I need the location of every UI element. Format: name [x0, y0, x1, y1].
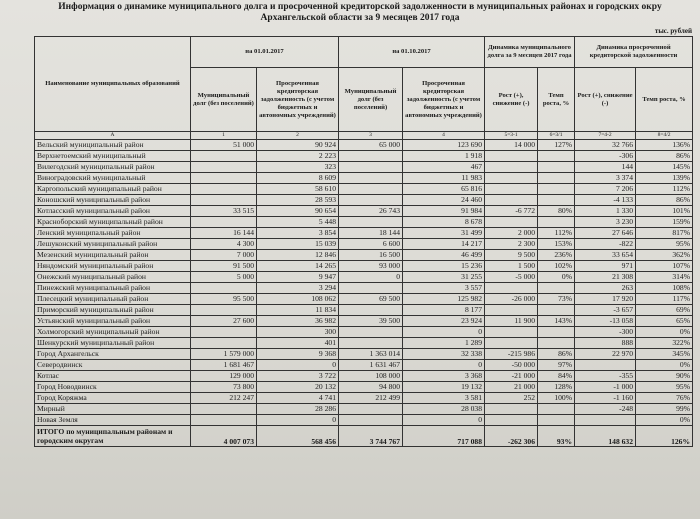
column-index: 5=3-1 [485, 132, 538, 140]
table-row [35, 327, 693, 338]
value-cell: -215 986 [485, 349, 538, 360]
column-index: 6=3/1 [538, 132, 575, 140]
header-overdue-2: Просроченная кредиторская задолженность (с учетом бюджетных и автономных учреждений) [403, 68, 485, 132]
header-growth-overdue: Рост (+), снижение (-) [575, 68, 636, 132]
value-cell: 136% [636, 140, 693, 151]
row-name-cell: Новая Земля [35, 415, 191, 426]
table-row [35, 184, 693, 195]
value-cell [485, 195, 538, 206]
value-cell: 36 982 [257, 316, 339, 327]
value-cell: 101% [636, 206, 693, 217]
value-cell: 467 [403, 162, 485, 173]
value-cell: 17 920 [575, 294, 636, 305]
value-cell [339, 305, 403, 316]
value-cell: 94 800 [339, 382, 403, 393]
value-cell: 93 000 [339, 261, 403, 272]
value-cell: 91 984 [403, 206, 485, 217]
column-index: 7=4-2 [575, 132, 636, 140]
value-cell [538, 151, 575, 162]
value-cell: 86% [636, 151, 693, 162]
value-cell [191, 338, 257, 349]
table-row [35, 151, 693, 162]
value-cell: 127% [538, 140, 575, 151]
value-cell: 7 206 [575, 184, 636, 195]
value-cell: 6 600 [339, 239, 403, 250]
value-cell: 86% [538, 349, 575, 360]
value-cell: 0 [403, 327, 485, 338]
value-cell: 14 000 [485, 140, 538, 151]
value-cell: 91 500 [191, 261, 257, 272]
value-cell: 39 500 [339, 316, 403, 327]
value-cell: 14 265 [257, 261, 339, 272]
value-cell: 1 579 000 [191, 349, 257, 360]
value-cell: 148 632 [575, 426, 636, 447]
header-date-2: на 01.10.2017 [339, 37, 485, 68]
value-cell: 2 223 [257, 151, 339, 162]
value-cell: 16 144 [191, 228, 257, 239]
value-cell: 15 236 [403, 261, 485, 272]
value-cell: 28 286 [257, 404, 339, 415]
value-cell: 23 924 [403, 316, 485, 327]
table-row [35, 239, 693, 250]
value-cell: -3 657 [575, 305, 636, 316]
value-cell [538, 217, 575, 228]
value-cell: 153% [538, 239, 575, 250]
value-cell [575, 415, 636, 426]
value-cell [538, 404, 575, 415]
value-cell: 28 593 [257, 195, 339, 206]
value-cell [538, 338, 575, 349]
value-cell: 322% [636, 338, 693, 349]
value-cell: 9 500 [485, 250, 538, 261]
value-cell: 21 308 [575, 272, 636, 283]
table-row [35, 349, 693, 360]
value-cell: 80% [538, 206, 575, 217]
value-cell: 3 294 [257, 283, 339, 294]
value-cell: 97% [538, 360, 575, 371]
value-cell: 2 000 [485, 228, 538, 239]
value-cell: -50 000 [485, 360, 538, 371]
value-cell: -5 000 [485, 272, 538, 283]
column-index: 1 [191, 132, 257, 140]
value-cell: 145% [636, 162, 693, 173]
value-cell: 20 132 [257, 382, 339, 393]
value-cell: 129 000 [191, 371, 257, 382]
value-cell: 3 374 [575, 173, 636, 184]
value-cell: 2 300 [485, 239, 538, 250]
value-cell: 0 [257, 360, 339, 371]
value-cell: 401 [257, 338, 339, 349]
table-body [35, 132, 693, 447]
value-cell: 3 854 [257, 228, 339, 239]
value-cell [538, 173, 575, 184]
table-row [35, 261, 693, 272]
value-cell: 117% [636, 294, 693, 305]
value-cell: 18 144 [339, 228, 403, 239]
row-name-cell: Мезенский муниципальный район [35, 250, 191, 261]
value-cell: 28 038 [403, 404, 485, 415]
value-cell [339, 217, 403, 228]
value-cell: 9 368 [257, 349, 339, 360]
value-cell: -355 [575, 371, 636, 382]
value-cell: 27 600 [191, 316, 257, 327]
value-cell [339, 415, 403, 426]
value-cell: 14 217 [403, 239, 485, 250]
row-name-cell: Город Новодвинск [35, 382, 191, 393]
value-cell: 73 800 [191, 382, 257, 393]
row-name-cell: Ленский муниципальный район [35, 228, 191, 239]
value-cell: 100% [538, 393, 575, 404]
row-name-cell: Вельский муниципальный район [35, 140, 191, 151]
value-cell: 108 000 [339, 371, 403, 382]
value-cell: 143% [538, 316, 575, 327]
value-cell: 345% [636, 349, 693, 360]
value-cell: 0% [538, 272, 575, 283]
header-dynamics-debt: Динамика муниципального долга за 9 месяцев 2017 года [485, 37, 575, 68]
header-muni-debt-1: Муниципальный долг (без поселений) [191, 68, 257, 132]
value-cell: 65 000 [339, 140, 403, 151]
value-cell: 32 338 [403, 349, 485, 360]
value-cell: 123 690 [403, 140, 485, 151]
value-cell: 3 368 [403, 371, 485, 382]
table-row [35, 360, 693, 371]
value-cell [191, 195, 257, 206]
value-cell [339, 404, 403, 415]
value-cell: -13 058 [575, 316, 636, 327]
value-cell: 90% [636, 371, 693, 382]
value-cell: 112% [636, 184, 693, 195]
column-index: 8=4/2 [636, 132, 693, 140]
row-name-cell: Город Коряжма [35, 393, 191, 404]
value-cell [191, 327, 257, 338]
table-row [35, 195, 693, 206]
value-cell: 0 [403, 360, 485, 371]
value-cell [538, 305, 575, 316]
table-row [35, 338, 693, 349]
value-cell: 212 247 [191, 393, 257, 404]
value-cell [339, 173, 403, 184]
table-row [35, 250, 693, 261]
value-cell: -1 000 [575, 382, 636, 393]
value-cell: 3 722 [257, 371, 339, 382]
municipal-debt-table [34, 36, 693, 447]
row-name-cell: Коношский муниципальный район [35, 195, 191, 206]
value-cell: 0% [636, 327, 693, 338]
value-cell: 95% [636, 382, 693, 393]
value-cell [485, 305, 538, 316]
row-name-cell: Лешуконский муниципальный район [35, 239, 191, 250]
value-cell: 0% [636, 360, 693, 371]
value-cell [538, 283, 575, 294]
value-cell: 11 983 [403, 173, 485, 184]
table-row [35, 140, 693, 151]
table-row [35, 272, 693, 283]
value-cell: 4 007 073 [191, 426, 257, 447]
value-cell [191, 283, 257, 294]
table-row [35, 404, 693, 415]
value-cell [339, 195, 403, 206]
value-cell [538, 195, 575, 206]
value-cell [485, 173, 538, 184]
value-cell: 1 918 [403, 151, 485, 162]
value-cell: 84% [538, 371, 575, 382]
value-cell: 1 363 014 [339, 349, 403, 360]
value-cell: 102% [538, 261, 575, 272]
value-cell: 73% [538, 294, 575, 305]
value-cell: 27 646 [575, 228, 636, 239]
value-cell: 314% [636, 272, 693, 283]
value-cell: -6 772 [485, 206, 538, 217]
table-row [35, 415, 693, 426]
row-name-cell: Онежский муниципальный район [35, 272, 191, 283]
row-name-cell: Красноборский муниципальный район [35, 217, 191, 228]
value-cell: 112% [538, 228, 575, 239]
value-cell [485, 151, 538, 162]
value-cell: 69 500 [339, 294, 403, 305]
value-cell: -4 133 [575, 195, 636, 206]
value-cell: 263 [575, 283, 636, 294]
value-cell [538, 162, 575, 173]
value-cell [191, 217, 257, 228]
header-rate-debt: Темп роста, % [538, 68, 575, 132]
value-cell [191, 404, 257, 415]
value-cell: 300 [257, 327, 339, 338]
table-row [35, 382, 693, 393]
value-cell: 7 000 [191, 250, 257, 261]
value-cell: 0 [403, 415, 485, 426]
value-cell: 5 000 [191, 272, 257, 283]
value-cell: 1 330 [575, 206, 636, 217]
value-cell [191, 173, 257, 184]
value-cell: 8 678 [403, 217, 485, 228]
value-cell: 3 744 767 [339, 426, 403, 447]
row-name-cell: Котласский муниципальный район [35, 206, 191, 217]
value-cell: 11 834 [257, 305, 339, 316]
value-cell: 65% [636, 316, 693, 327]
header-growth-debt: Рост (+), снижение (-) [485, 68, 538, 132]
value-cell: 12 846 [257, 250, 339, 261]
row-name-cell: Каргопольский муниципальный район [35, 184, 191, 195]
value-cell [485, 327, 538, 338]
value-cell: 26 743 [339, 206, 403, 217]
value-cell [339, 151, 403, 162]
value-cell: 971 [575, 261, 636, 272]
value-cell: -262 306 [485, 426, 538, 447]
value-cell: 108% [636, 283, 693, 294]
title-line-1: Информация о динамике муниципального долга и просроченной кредиторской задолженности в муниципальных районах и городских окру [58, 2, 662, 12]
value-cell: 15 039 [257, 239, 339, 250]
value-cell: 65 816 [403, 184, 485, 195]
value-cell: 0 [257, 415, 339, 426]
value-cell: 24 460 [403, 195, 485, 206]
column-index: А [35, 132, 191, 140]
value-cell: 323 [257, 162, 339, 173]
column-index: 2 [257, 132, 339, 140]
row-name-cell: Виноградовский муниципальный [35, 173, 191, 184]
header-date-1: на 01.01.2017 [191, 37, 339, 68]
table-row [35, 316, 693, 327]
value-cell: 128% [538, 382, 575, 393]
value-cell: 46 499 [403, 250, 485, 261]
table-row [35, 162, 693, 173]
value-cell: 8 177 [403, 305, 485, 316]
row-name-cell: Котлас [35, 371, 191, 382]
value-cell: 22 970 [575, 349, 636, 360]
value-cell: -822 [575, 239, 636, 250]
value-cell [575, 360, 636, 371]
title-line-2: Архангельской области за 9 месяцев 2017 года [260, 13, 460, 23]
value-cell: 717 088 [403, 426, 485, 447]
row-name-cell: Шенкурский муниципальный район [35, 338, 191, 349]
value-cell [339, 338, 403, 349]
value-cell [485, 184, 538, 195]
value-cell [191, 305, 257, 316]
row-name-cell: Холмогорский муниципальный район [35, 327, 191, 338]
table-row [35, 228, 693, 239]
value-cell [538, 184, 575, 195]
value-cell: 144 [575, 162, 636, 173]
value-cell: 11 900 [485, 316, 538, 327]
row-name-cell: Верхнетоемский муниципальный [35, 151, 191, 162]
table-row [35, 305, 693, 316]
value-cell: 236% [538, 250, 575, 261]
value-cell: 252 [485, 393, 538, 404]
row-name-cell: Устьянский муниципальный район [35, 316, 191, 327]
value-cell [339, 283, 403, 294]
value-cell: -248 [575, 404, 636, 415]
value-cell: 33 515 [191, 206, 257, 217]
value-cell: 0 [339, 272, 403, 283]
table-row [35, 283, 693, 294]
row-name-cell: Плесецкий муниципальный район [35, 294, 191, 305]
value-cell: 90 924 [257, 140, 339, 151]
value-cell: 51 000 [191, 140, 257, 151]
header-overdue-1: Просроченная кредиторская задолженность (с учетом бюджетных и автономных учреждений) [257, 68, 339, 132]
value-cell [485, 404, 538, 415]
value-cell: 888 [575, 338, 636, 349]
value-cell [339, 184, 403, 195]
value-cell: 4 741 [257, 393, 339, 404]
value-cell: 4 300 [191, 239, 257, 250]
row-name-cell: Мирный [35, 404, 191, 415]
value-cell [485, 415, 538, 426]
total-row [35, 426, 693, 447]
value-cell: 139% [636, 173, 693, 184]
value-cell: 1 500 [485, 261, 538, 272]
value-cell: -300 [575, 327, 636, 338]
value-cell: 32 766 [575, 140, 636, 151]
value-cell [339, 327, 403, 338]
value-cell: -1 160 [575, 393, 636, 404]
value-cell: 107% [636, 261, 693, 272]
value-cell: 5 448 [257, 217, 339, 228]
value-cell: 0% [636, 415, 693, 426]
value-cell: 90 654 [257, 206, 339, 217]
value-cell: 99% [636, 404, 693, 415]
value-cell: -26 000 [485, 294, 538, 305]
value-cell [191, 151, 257, 162]
row-name-cell: Приморский муниципальный район [35, 305, 191, 316]
value-cell [485, 338, 538, 349]
value-cell: 125 982 [403, 294, 485, 305]
table-row [35, 294, 693, 305]
table-row [35, 173, 693, 184]
value-cell [485, 217, 538, 228]
table-row [35, 217, 693, 228]
row-name-cell: Няндомский муниципальный район [35, 261, 191, 272]
value-cell: 31 499 [403, 228, 485, 239]
value-cell [485, 162, 538, 173]
unit-label: тыс. рублей [654, 27, 692, 35]
row-name-cell: Город Архангельск [35, 349, 191, 360]
table-row [35, 371, 693, 382]
value-cell: 362% [636, 250, 693, 261]
value-cell: 212 499 [339, 393, 403, 404]
value-cell: 1 289 [403, 338, 485, 349]
value-cell: 95 500 [191, 294, 257, 305]
value-cell: 8 609 [257, 173, 339, 184]
value-cell: 21 000 [485, 382, 538, 393]
value-cell: 817% [636, 228, 693, 239]
row-name-cell: ИТОГО по муниципальным районам и городским округам [35, 426, 191, 447]
value-cell: 58 610 [257, 184, 339, 195]
column-index-row [35, 132, 693, 140]
document-title [40, 2, 680, 24]
value-cell [191, 415, 257, 426]
row-name-cell: Пинежский муниципальный район [35, 283, 191, 294]
column-index: 3 [339, 132, 403, 140]
value-cell: 9 947 [257, 272, 339, 283]
table-row [35, 393, 693, 404]
value-cell: 16 500 [339, 250, 403, 261]
value-cell [191, 184, 257, 195]
value-cell: 159% [636, 217, 693, 228]
value-cell: 31 255 [403, 272, 485, 283]
table-row [35, 206, 693, 217]
value-cell: 3 230 [575, 217, 636, 228]
value-cell: 33 654 [575, 250, 636, 261]
column-index: 4 [403, 132, 485, 140]
value-cell: 108 062 [257, 294, 339, 305]
value-cell: -21 000 [485, 371, 538, 382]
header-muni-debt-2: Муниципальный долг (без поселений) [339, 68, 403, 132]
value-cell: 3 581 [403, 393, 485, 404]
value-cell: 1 631 467 [339, 360, 403, 371]
value-cell: -306 [575, 151, 636, 162]
value-cell: 19 132 [403, 382, 485, 393]
value-cell: 126% [636, 426, 693, 447]
value-cell: 95% [636, 239, 693, 250]
value-cell [485, 283, 538, 294]
row-name-cell: Северодвинск [35, 360, 191, 371]
value-cell [339, 162, 403, 173]
header-name: Наименование муниципальных образований [35, 37, 191, 132]
value-cell: 93% [538, 426, 575, 447]
value-cell: 3 557 [403, 283, 485, 294]
header-rate-overdue: Темп роста, % [636, 68, 693, 132]
value-cell: 69% [636, 305, 693, 316]
value-cell: 1 681 467 [191, 360, 257, 371]
value-cell [191, 162, 257, 173]
value-cell [538, 415, 575, 426]
value-cell: 86% [636, 195, 693, 206]
header-dynamics-overdue: Динамика просроченной кредиторской задолженности [575, 37, 693, 68]
row-name-cell: Вилегодский муниципальный район [35, 162, 191, 173]
value-cell [538, 327, 575, 338]
value-cell: 76% [636, 393, 693, 404]
value-cell: 568 456 [257, 426, 339, 447]
